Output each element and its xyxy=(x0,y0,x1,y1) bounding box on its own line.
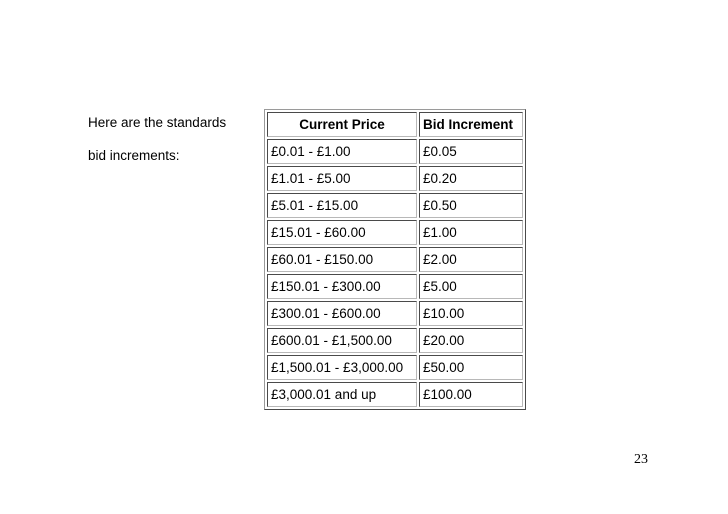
table-row xyxy=(267,247,523,272)
table-row xyxy=(267,193,523,218)
intro-line-1: Here are the standards xyxy=(88,115,227,130)
price-range-cell: £3,000.01 and up xyxy=(267,382,417,407)
table-row xyxy=(267,220,523,245)
increment-cell: £1.00 xyxy=(419,220,523,245)
price-range-cell: £1,500.01 - £3,000.00 xyxy=(267,355,417,380)
column-header-bid-increment: Bid Increment xyxy=(419,112,523,137)
table-row xyxy=(267,355,523,380)
increment-cell: £2.00 xyxy=(419,247,523,272)
price-range-cell: £15.01 - £60.00 xyxy=(267,220,417,245)
increment-cell: £5.00 xyxy=(419,274,523,299)
table-row xyxy=(267,328,523,353)
intro-line-2: bid increments: xyxy=(88,148,180,163)
increment-cell: £20.00 xyxy=(419,328,523,353)
table-row xyxy=(267,139,523,164)
table-row xyxy=(267,382,523,407)
increment-cell: £50.00 xyxy=(419,355,523,380)
increment-cell: £10.00 xyxy=(419,301,523,326)
price-range-cell: £150.01 - £300.00 xyxy=(267,274,417,299)
table-header-row xyxy=(267,112,523,137)
increment-cell: £0.05 xyxy=(419,139,523,164)
price-range-cell: £1.01 - £5.00 xyxy=(267,166,417,191)
bid-increments-table xyxy=(264,109,526,410)
price-range-cell: £0.01 - £1.00 xyxy=(267,139,417,164)
price-range-cell: £600.01 - £1,500.00 xyxy=(267,328,417,353)
increment-cell: £0.20 xyxy=(419,166,523,191)
price-range-cell: £5.01 - £15.00 xyxy=(267,193,417,218)
table-row xyxy=(267,274,523,299)
page-number: 23 xyxy=(634,452,648,467)
increment-cell: £0.50 xyxy=(419,193,523,218)
intro-text xyxy=(88,114,258,165)
price-range-cell: £60.01 - £150.00 xyxy=(267,247,417,272)
column-header-current-price: Current Price xyxy=(267,112,417,137)
table-row xyxy=(267,301,523,326)
increment-cell: £100.00 xyxy=(419,382,523,407)
price-range-cell: £300.01 - £600.00 xyxy=(267,301,417,326)
table-row xyxy=(267,166,523,191)
